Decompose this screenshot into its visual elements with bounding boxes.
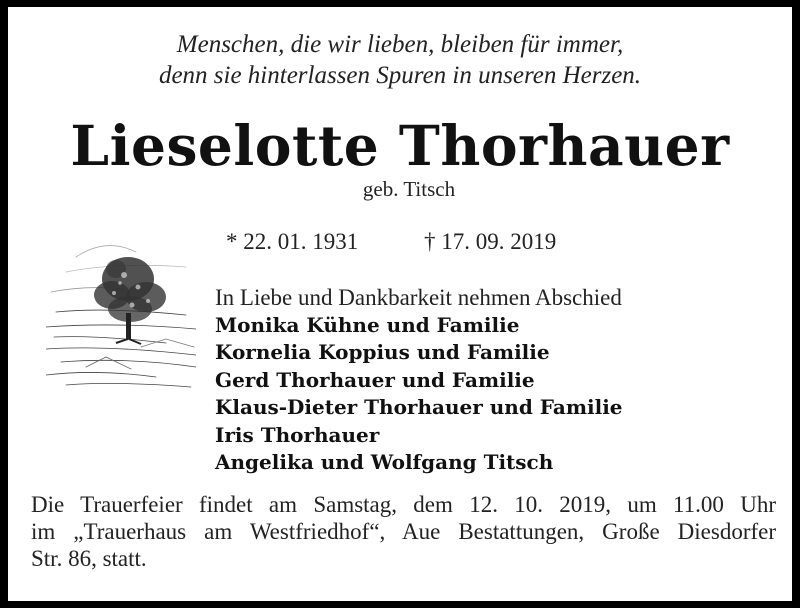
- farewell-line: In Liebe und Dankbarkeit nehmen Abschied: [215, 285, 622, 310]
- mourner-item: Klaus-Dieter Thorhauer und Familie: [215, 395, 623, 420]
- service-line-2: im „Trauerhaus am Westfriedhof“, Aue Bestattungen, Große Diesdorfer: [31, 519, 776, 544]
- deceased-name: Lieselotte Thorhauer: [70, 113, 730, 178]
- tree-landscape-icon: [46, 217, 196, 392]
- verse-line-2: denn sie hinterlassen Spuren in unseren Herzen.: [158, 62, 642, 89]
- death-date: † 17. 09. 2019: [424, 229, 557, 254]
- obituary-notice: [8, 7, 792, 601]
- service-line-1: Die Trauerfeier findet am Samstag, dem 12. 10. 2019, um 11.00 Uhr: [31, 492, 776, 517]
- mourner-item: Angelika und Wolfgang Titsch: [215, 450, 554, 475]
- mourner-item: Iris Thorhauer: [215, 422, 380, 447]
- mourner-item: Monika Kühne und Familie: [215, 313, 520, 337]
- verse-line-1: Menschen, die wir lieben, bleiben für immer,: [176, 31, 624, 58]
- funeral-service-info: [31, 491, 776, 572]
- mourner-item: Gerd Thorhauer und Familie: [215, 367, 535, 392]
- service-line-3: Str. 86, statt.: [31, 546, 147, 571]
- mourners-list: [215, 312, 623, 476]
- birth-date: * 22. 01. 1931: [226, 229, 359, 254]
- maiden-name: geb. Titsch: [362, 177, 456, 201]
- mourner-item: Kornelia Koppius und Familie: [215, 340, 550, 365]
